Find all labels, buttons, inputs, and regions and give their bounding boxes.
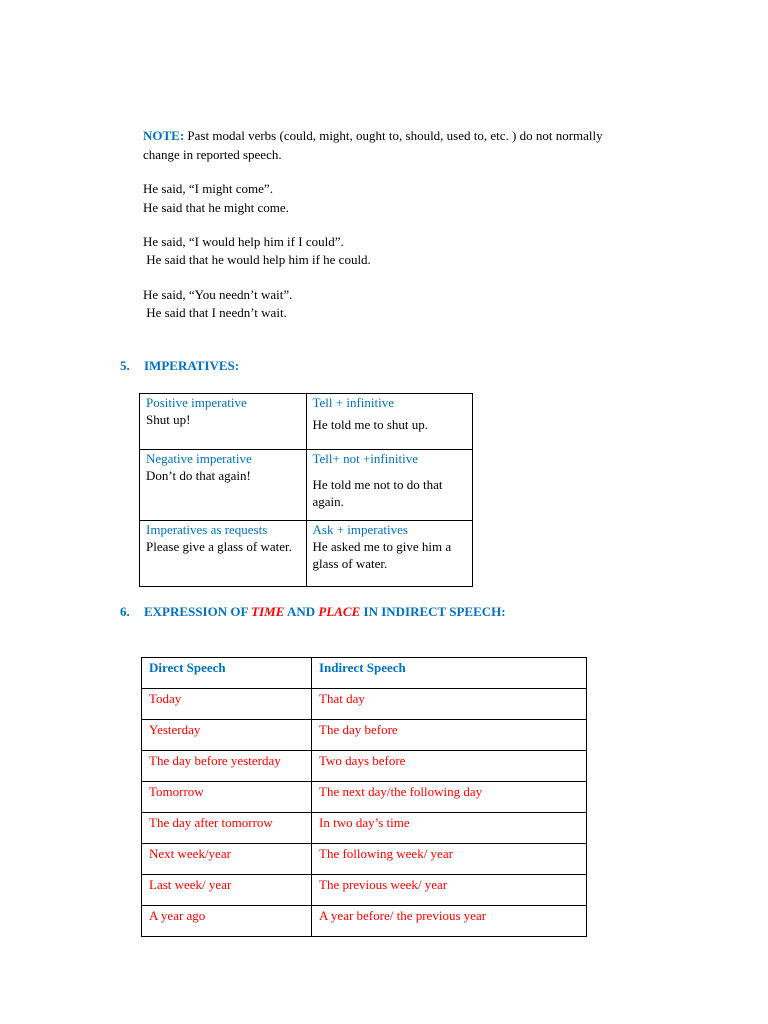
direct-cell: Last week/ year [142,875,312,906]
cell-heading: Negative imperative [146,451,252,466]
cell-heading: Imperatives as requests [146,522,268,537]
section-6-post: IN INDIRECT SPEECH: [363,604,506,619]
table-header-row [142,658,587,689]
section-6-and: AND [286,604,316,619]
section-6-number: 6. [120,604,130,619]
example-2-direct: He said, “I would help him if I could”. [143,234,344,249]
note-line-2: change in reported speech. [143,147,282,162]
table-row [142,751,587,782]
section-5-heading [120,358,239,374]
example-3-direct: He said, “You needn’t wait”. [143,287,293,302]
cell-text: Please give a glass of water. [146,539,292,554]
direct-cell: The day before yesterday [142,751,312,782]
cell-heading: Tell + infinitive [312,395,395,410]
imperatives-table [139,393,473,587]
table-cell [140,394,307,450]
table-row [142,875,587,906]
cell-heading: Positive imperative [146,395,247,410]
note-line-1 [143,127,603,145]
example-1-reported: He said that he might come. [143,200,289,215]
note-text-1: Past modal verbs (could, might, ought to, should, used to, etc. ) do not normally [187,128,603,143]
indirect-cell: The previous week/ year [312,875,587,906]
indirect-cell: A year before/ the previous year [312,906,587,937]
header-direct-speech: Direct Speech [142,658,312,689]
table-row [142,782,587,813]
example-2-reported: He said that he would help him if he could. [143,252,371,267]
example-1-direct: He said, “I might come”. [143,181,273,196]
table-row [142,906,587,937]
example-3-reported: He said that I needn’t wait. [143,305,287,320]
table-row [142,813,587,844]
table-cell [140,450,307,521]
direct-cell: Next week/year [142,844,312,875]
section-6-pre: EXPRESSION OF [144,604,248,619]
section-6-time: TIME [251,604,285,619]
cell-text: He told me to shut up. [312,417,429,432]
table-cell [140,521,307,587]
cell-text: Don’t do that again! [146,468,251,483]
table-row [142,689,587,720]
table-row [142,720,587,751]
cell-heading: Tell+ not +infinitive [312,451,418,466]
cell-text: He told me not to do that again. [312,477,443,509]
direct-cell: A year ago [142,906,312,937]
indirect-cell: The next day/the following day [312,782,587,813]
table-cell [306,394,473,450]
section-5-number: 5. [120,358,130,373]
table-cell [306,521,473,587]
table-row [140,450,473,521]
indirect-cell: Two days before [312,751,587,782]
indirect-cell: In two day’s time [312,813,587,844]
direct-cell: Today [142,689,312,720]
indirect-cell: The day before [312,720,587,751]
indirect-cell: That day [312,689,587,720]
table-cell [306,450,473,521]
cell-text: He asked me to give him a glass of water. [312,539,452,571]
header-indirect-speech: Indirect Speech [312,658,587,689]
direct-cell: Yesterday [142,720,312,751]
cell-text: Shut up! [146,412,191,427]
section-6-place: PLACE [318,604,361,619]
cell-heading: Ask + imperatives [312,522,408,537]
section-6-heading [120,604,506,620]
note-label: NOTE: [143,128,185,143]
table-row [142,844,587,875]
table-row [140,394,473,450]
table-row [140,521,473,587]
indirect-cell: The following week/ year [312,844,587,875]
direct-cell: Tomorrow [142,782,312,813]
time-place-table [141,657,587,937]
section-5-title: IMPERATIVES: [144,358,240,373]
direct-cell: The day after tomorrow [142,813,312,844]
